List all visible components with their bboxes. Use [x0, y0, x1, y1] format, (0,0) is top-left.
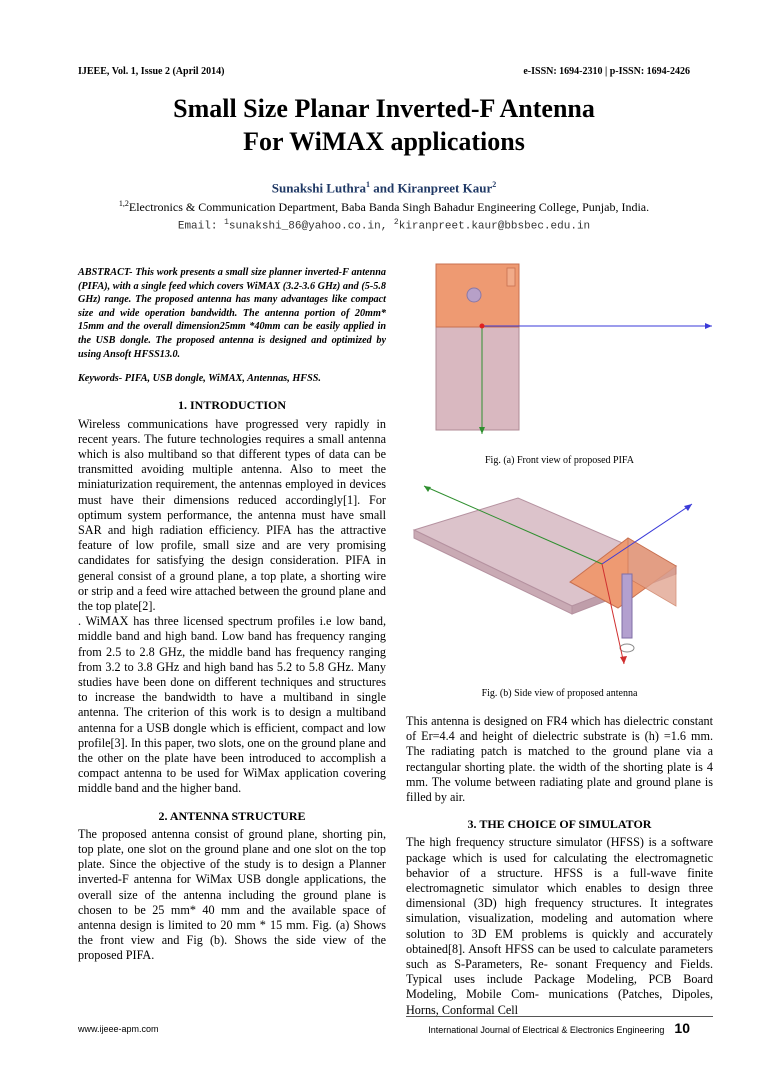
email-sup-1: 1: [224, 218, 229, 227]
email-line: [0, 218, 768, 233]
author-1-sup: 1: [366, 180, 371, 189]
author-2: Kiranpreet Kaur: [397, 180, 493, 196]
authors: [0, 180, 768, 196]
page-number: 10: [674, 1020, 690, 1036]
left-column: [78, 266, 386, 964]
antenna-description-paragraph: This antenna is designed on FR4 which has dielectric constant of Er=4.4 and height of dielectric substrate is (h) =1.6 mm. The radiating patch is matched to the ground plane via a rectangular shorting plate. the width of the shorting plate is 4 mm. The volume between radiating plate and ground plane is filled by air.: [406, 714, 713, 805]
abstract: ABSTRACT- This work presents a small size planner inverted-F antenna (PIFA), with a single feed which covers WiMAX (3.2-3.6 GHz) and (5-5.8 GHz) range. The proposed antenna has many advantages like compact size and wide operation bandwidth. The antenna portion of 20mm* 15mm and the overall dimension25mm *40mm can be easily applied in the USB dongle. The proposed antenna is designed and optimized by using Ansoft HFSS13.0.: [78, 267, 386, 360]
affiliation-sup: 1,2: [118, 199, 129, 208]
journal-header: IJEEE, Vol. 1, Issue 2 (April 2014): [78, 66, 225, 77]
footer-journal-name: International Journal of Electrical & Electronics Engineering: [428, 1025, 665, 1035]
paper-title: [0, 92, 768, 158]
title-line-1: Small Size Planar Inverted-F Antenna: [173, 94, 595, 123]
figure-b-caption: Fig. (b) Side view of proposed antenna: [481, 688, 638, 699]
section-2-paragraph-1: The proposed antenna consist of ground plane, shorting pin, top plate, one slot on the ground plane and one slot on the top plate. Since the objective of the study is to design a Planner inverted-F antenna for WiMax USB dongle applications, the overall size of the antenna including the ground plane is chosen to be 25 mm* 40 mm and the available space of antenna design is limited to 20 mm * 15 mm. Fig. (a) Shows the front view and Fig (b). Shows the side view of the proposed PIFA.: [78, 826, 386, 963]
issn-header: e-ISSN: 1694-2310 | p-ISSN: 1694-2426: [523, 66, 690, 77]
section-1-paragraph-2: . WiMAX has three licensed spectrum profiles i.e low band, middle band and high band. Low band has frequency ranging from 2.5 to 2.8 GHz, the middle band has frequency ranging from 3.2 to 3.8 GHz and high band has 5.2 to 5.8 GHz. Many studies have been done on different techniques and structures to increase the bandwidth to have a multiband in single antenna. The criterion of this work is to design a multiband antenna for a USB dongle which is efficient, compact and low profile[3]. In this paper, two slots, one on the ground plane and the other on the plate have been introduced to accomplish a compact antenna to be used for WiMax application covering middle band and the higher band.: [78, 614, 386, 796]
footer-url: www.ijeee-apm.com: [78, 1024, 159, 1034]
figure-a-drawing: [412, 258, 712, 444]
authors-and: and: [370, 180, 398, 196]
top-plate-slot: [507, 268, 515, 286]
email-sup-2: 2: [393, 218, 399, 227]
footer-journal: [428, 1020, 690, 1036]
right-column: [406, 714, 713, 1018]
author-2-sup: 2: [492, 180, 497, 189]
section-1-title: 1. INTRODUCTION: [177, 398, 286, 413]
origin-point: [480, 324, 485, 329]
email-2: kiranpreet.kaur@bbsbec.edu.in: [398, 220, 591, 233]
feed-pin: [467, 288, 481, 302]
email-label: Email:: [177, 220, 225, 233]
author-1: Sunakshi Luthra: [271, 180, 367, 196]
figure-a-caption: Fig. (a) Front view of proposed PIFA: [485, 455, 634, 466]
affiliation: [0, 199, 768, 215]
figure-a-front-view: [412, 258, 712, 444]
section-2-title: 2. ANTENNA STRUCTURE: [158, 808, 306, 823]
affiliation-text: Electronics & Communication Department, Baba Banda Singh Bahadur Engineering College, Punjab, India.: [128, 200, 650, 214]
figure-b-side-view: [412, 478, 712, 683]
feed-pin-cylinder: [622, 574, 632, 638]
footer-divider: [406, 1016, 713, 1017]
figure-b-drawing: [412, 478, 712, 683]
keywords: Keywords- PIFA, USB dongle, WiMAX, Antennas, HFSS.: [78, 373, 321, 385]
section-3-title: 3. THE CHOICE OF SIMULATOR: [467, 817, 652, 832]
section-3-paragraph-1: The high frequency structure simulator (HFSS) is a software package which is used for calculating the electromagnetic behavior of a structure. HFSS is a full-wave finite electromagnetic simulator which enables to design three dimensional (3D) high frequency structures. It integrates simulation, visualization, modeling and automation where solution to 3D EM problems is quickly and accurately obtained[8]. Ansoft HFSS can be used to calculate parameters such as S-Parameters, Re- sonant Frequency and Fields. Typical uses include Package Modeling, PCB Board Modeling, Mobile Com- munications (Patches, Dipoles, Horns, Conformal Cell: [406, 835, 713, 1017]
section-1-paragraph-1: Wireless communications have progressed very rapidly in recent years. The future technologies requires a small antenna which is also multiband so that different types of data can be transmitted avoiding multiple antenna. Also to meet the miniaturization requirement, the antennas employed in devices must have their dimensions reduced accordingly[1]. For optimum system performance, the antenna must have small SAR and high radiation efficiency. PIFA has the attractive feature of low profile, small size and are very promising candidates for satisfying the design consideration. PIFA in general consist of a ground plane, a top plate, a shorting wire or strip and a feed wire attached between the ground plane and the top plate[2].: [78, 416, 386, 613]
title-line-2: For WiMAX applications: [243, 127, 525, 156]
email-1: sunakshi_86@yahoo.co.in,: [228, 220, 394, 233]
